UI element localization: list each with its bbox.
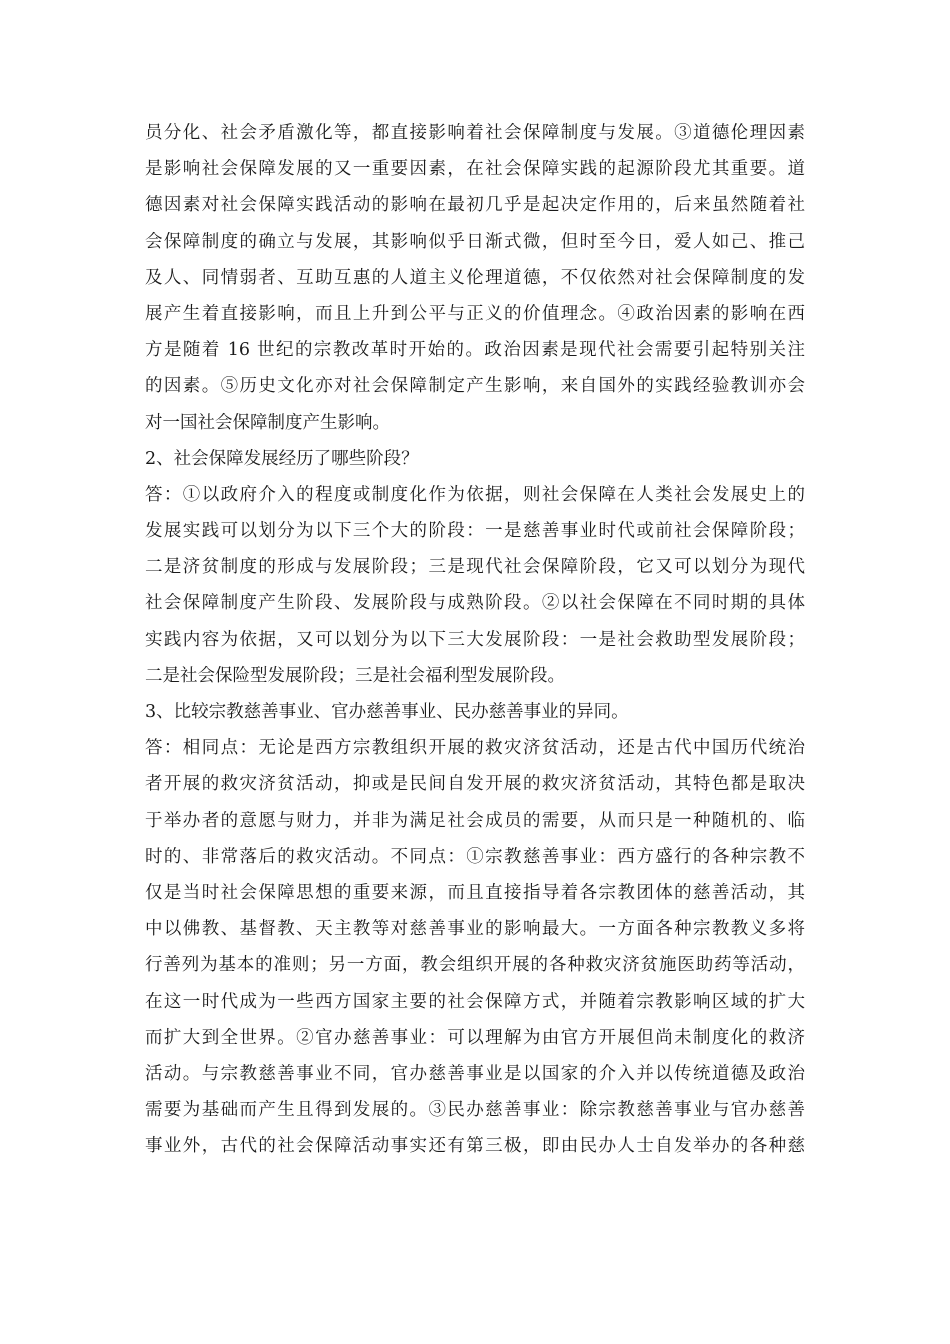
text-line: 活动。与宗教慈善事业不同，官办慈善事业是以国家的介入并以传统道德及政治 bbox=[145, 1063, 805, 1084]
text-line: 方是随着 16 世纪的宗教改革时开始的。政治因素是现代社会需要引起特别关注 bbox=[145, 340, 805, 361]
text-line: 员分化、社会矛盾激化等，都直接影响着社会保障制度与发展。③道德伦理因素 bbox=[145, 123, 805, 143]
text-line: 者开展的救灾济贫活动，抑或是民间自发开展的救灾济贫活动，其特色都是取决 bbox=[145, 774, 805, 795]
paragraph-end-line: 对一国社会保障制度产生影响。 bbox=[145, 412, 390, 433]
text-line: 发展实践可以划分为以下三个大的阶段：一是慈善事业时代或前社会保障阶段； bbox=[145, 521, 805, 542]
document-body bbox=[145, 115, 805, 1164]
paragraph-end-line: 二是社会保险型发展阶段；三是社会福利型发展阶段。 bbox=[145, 665, 565, 686]
text-line: 及人、同情弱者、互助互惠的人道主义伦理道德，不仅依然对社会保障制度的发 bbox=[145, 267, 805, 288]
text-line: 德因素对社会保障实践活动的影响在最初几乎是起决定作用的，后来虽然随着社 bbox=[145, 195, 805, 216]
text-line: 而扩大到全世界。②官办慈善事业：可以理解为由官方开展但尚未制度化的救济 bbox=[145, 1027, 805, 1048]
text-line: 答：相同点：无论是西方宗教组织开展的救灾济贫活动，还是古代中国历代统治 bbox=[145, 738, 805, 759]
text-line: 行善列为基本的准则；另一方面，教会组织开展的各种救灾济贫施医助药等活动， bbox=[145, 955, 805, 976]
text-line: 展产生着直接影响，而且上升到公平与正义的价值理念。④政治因素的影响在西 bbox=[145, 303, 805, 324]
question-heading: 2、社会保障发展经历了哪些阶段？ bbox=[145, 448, 419, 469]
text-line: 的因素。⑤历史文化亦对社会保障制定产生影响，来自国外的实践经验教训亦会 bbox=[145, 376, 805, 397]
text-line: 是影响社会保障发展的又一重要因素，在社会保障实践的起源阶段尤其重要。道 bbox=[145, 159, 805, 180]
text-line: 仅是当时社会保障思想的重要来源，而且直接指导着各宗教团体的慈善活动，其 bbox=[145, 882, 805, 903]
text-line: 需要为基础而产生且得到发展的。③民办慈善事业：除宗教慈善事业与官办慈善 bbox=[145, 1100, 805, 1121]
text-line: 二是济贫制度的形成与发展阶段；三是现代社会保障阶段，它又可以划分为现代 bbox=[145, 557, 805, 578]
text-line: 在这一时代成为一些西方国家主要的社会保障方式，并随着宗教影响区域的扩大 bbox=[145, 991, 805, 1012]
text-line: 于举办者的意愿与财力，并非为满足社会成员的需要，从而只是一种随机的、临 bbox=[145, 810, 805, 831]
text-line: 社会保障制度产生阶段、发展阶段与成熟阶段。②以社会保障在不同时期的具体 bbox=[145, 593, 805, 614]
question-heading: 3、比较宗教慈善事业、官办慈善事业、民办慈善事业的异同。 bbox=[145, 702, 629, 722]
text-line: 实践内容为依据，又可以划分为以下三大发展阶段：一是社会救助型发展阶段； bbox=[145, 629, 805, 650]
text-line: 时的、非常落后的救灾活动。不同点：①宗教慈善事业：西方盛行的各种宗教不 bbox=[145, 846, 805, 867]
text-line: 事业外，古代的社会保障活动事实还有第三极，即由民办人士自发举办的各种慈 bbox=[145, 1136, 805, 1157]
text-line: 会保障制度的确立与发展，其影响似乎日渐式微，但时至今日，爱人如己、推己 bbox=[145, 231, 805, 252]
text-line: 中以佛教、基督教、天主教等对慈善事业的影响最大。一方面各种宗教教义多将 bbox=[145, 919, 805, 940]
text-line: 答：①以政府介入的程度或制度化作为依据，则社会保障在人类社会发展史上的 bbox=[145, 484, 805, 505]
